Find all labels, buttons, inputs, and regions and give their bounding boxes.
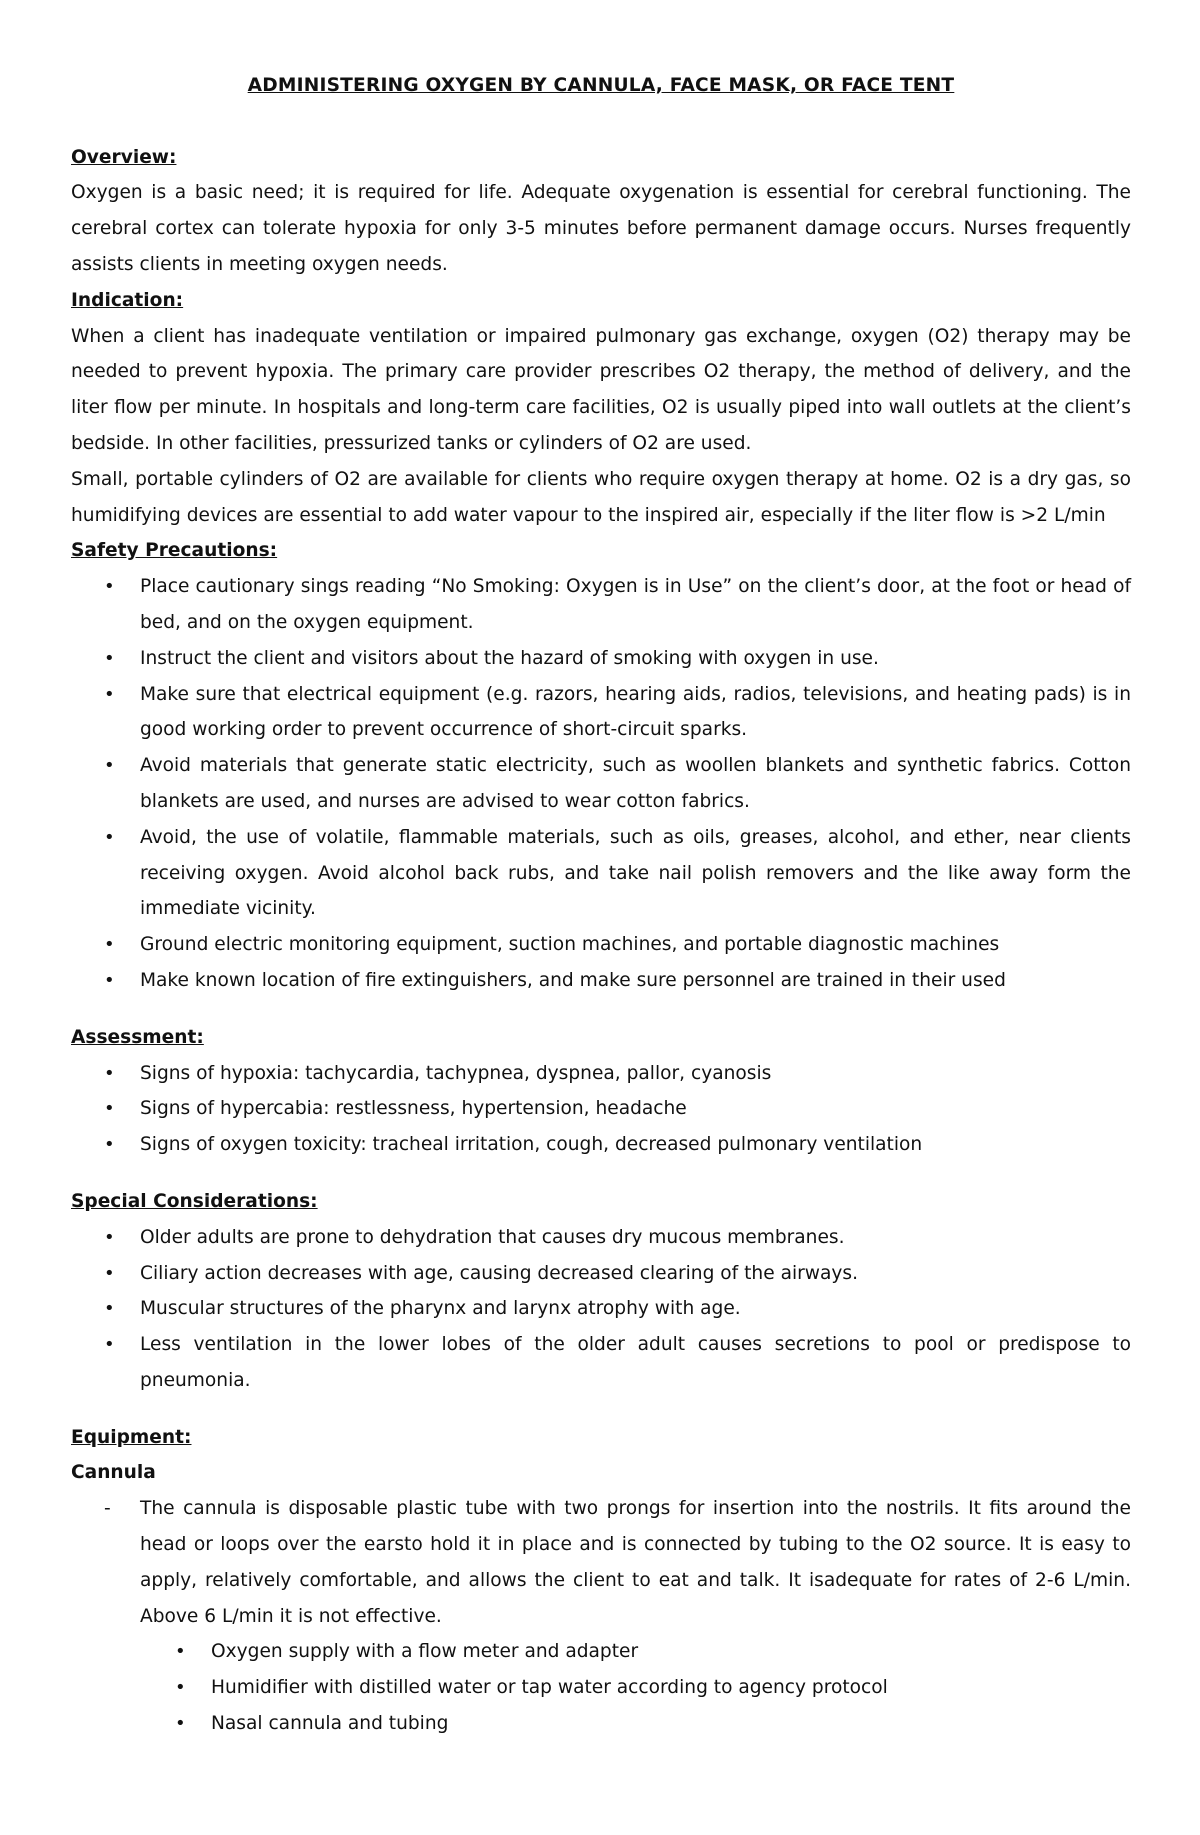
section-spacer	[71, 1163, 1131, 1184]
cannula-description	[140, 1491, 1131, 1742]
cannula-text: The cannula is disposable plastic tube with two prongs for insertion into the nostrils. It fits around the head or loops over the earsto hold it in place and is connected by tubing to the O2 source. It is easy to apply, relatively comfortable, and allows the client to eat and talk. It isadequate for rates of 2-6 L/min. Above 6 L/min it is not effective.	[140, 1498, 1131, 1627]
list-item: • Place cautionary sings reading “No Smoking: Oxygen is in Use” on the client’s door, at the foot or head of bed, and on the oxygen equipment.	[140, 569, 1131, 641]
list-item: • Ground electric monitoring equipment, suction machines, and portable diagnostic machines	[140, 927, 1131, 963]
overview-text: Oxygen is a basic need; it is required for life. Adequate oxygenation is essential for cerebral functioning. The cerebral cortex can tolerate hypoxia for only 3-5 minutes before permanent damage occurs. Nurses frequently assists clients in meeting oxygen needs.	[71, 182, 1131, 275]
list-item: • Instruct the client and visitors about the hazard of smoking with oxygen in use.	[140, 641, 1131, 677]
safety-heading: Safety Precautions:	[71, 540, 278, 562]
list-item: • Signs of oxygen toxicity: tracheal irritation, cough, decreased pulmonary ventilation	[140, 1127, 1131, 1163]
section-spacer	[71, 999, 1131, 1020]
list-item: • Older adults are prone to dehydration that causes dry mucous membranes.	[140, 1220, 1131, 1256]
overview-heading: Overview:	[71, 146, 177, 168]
special-considerations-section	[71, 1184, 1131, 1399]
overview-section	[71, 140, 1131, 283]
assessment-section	[71, 1020, 1131, 1163]
list-item: • Oxygen supply with a flow meter and adapter	[211, 1634, 1131, 1670]
list-item: • Avoid materials that generate static electricity, such as woollen blankets and synthetic fabrics. Cotton blankets are used, and nurses are advised to wear cotton fabrics.	[140, 748, 1131, 820]
list-item: • Signs of hypercabia: restlessness, hypertension, headache	[140, 1091, 1131, 1127]
indication-paragraph: When a client has inadequate ventilation or impaired pulmonary gas exchange, oxygen (O2) therapy may be needed to prevent hypoxia. The primary care provider prescribes O2 therapy, the method of delivery, and the liter flow per minute. In hospitals and long-term care facilities, O2 is usually piped into wall outlets at the client’s bedside. In other facilities, pressurized tanks or cylinders of O2 are used.	[71, 325, 1131, 454]
safety-section	[71, 533, 1131, 998]
list-item: • Ciliary action decreases with age, causing decreased clearing of the airways.	[140, 1256, 1131, 1292]
document-title: ADMINISTERING OXYGEN BY CANNULA, FACE MASK, OR FACE TENT	[247, 75, 955, 96]
equipment-section	[71, 1420, 1131, 1742]
section-spacer	[71, 1399, 1131, 1420]
equipment-heading: Equipment:	[71, 1426, 192, 1448]
list-item: • Signs of hypoxia: tachycardia, tachypnea, dyspnea, pallor, cyanosis	[140, 1056, 1131, 1092]
list-item: • Make known location of fire extinguishers, and make sure personnel are trained in their used	[140, 963, 1131, 999]
cannula-list	[71, 1491, 1131, 1742]
special-considerations-list	[71, 1220, 1131, 1399]
list-item: • Muscular structures of the pharynx and larynx atrophy with age.	[140, 1291, 1131, 1327]
list-item: • Nasal cannula and tubing	[211, 1706, 1131, 1742]
list-item: • Less ventilation in the lower lobes of the older adult causes secretions to pool or predispose to pneumonia.	[140, 1327, 1131, 1399]
cannula-equipment-list	[140, 1634, 1131, 1741]
cannula-heading: Cannula	[71, 1462, 156, 1484]
list-item: • Make sure that electrical equipment (e.g. razors, hearing aids, radios, televisions, and heating pads) is in good working order to prevent occurrence of short-circuit sparks.	[140, 677, 1131, 749]
list-item: • Avoid, the use of volatile, flammable materials, such as oils, greases, alcohol, and ether, near clients receiving oxygen. Avoid alcohol back rubs, and take nail polish removers and the like away form the immediate vicinity.	[140, 820, 1131, 927]
indication-section	[71, 283, 1131, 534]
safety-list	[71, 569, 1131, 999]
indication-paragraph: Small, portable cylinders of O2 are available for clients who require oxygen therapy at home. O2 is a dry gas, so humidifying devices are essential to add water vapour to the inspired air, especially if the liter flow is >2 L/min	[71, 468, 1131, 526]
list-item: • Humidifier with distilled water or tap water according to agency protocol	[211, 1670, 1131, 1706]
assessment-list	[71, 1056, 1131, 1163]
special-considerations-heading: Special Considerations:	[71, 1190, 318, 1212]
assessment-heading: Assessment:	[71, 1026, 204, 1048]
indication-heading: Indication:	[71, 289, 184, 311]
